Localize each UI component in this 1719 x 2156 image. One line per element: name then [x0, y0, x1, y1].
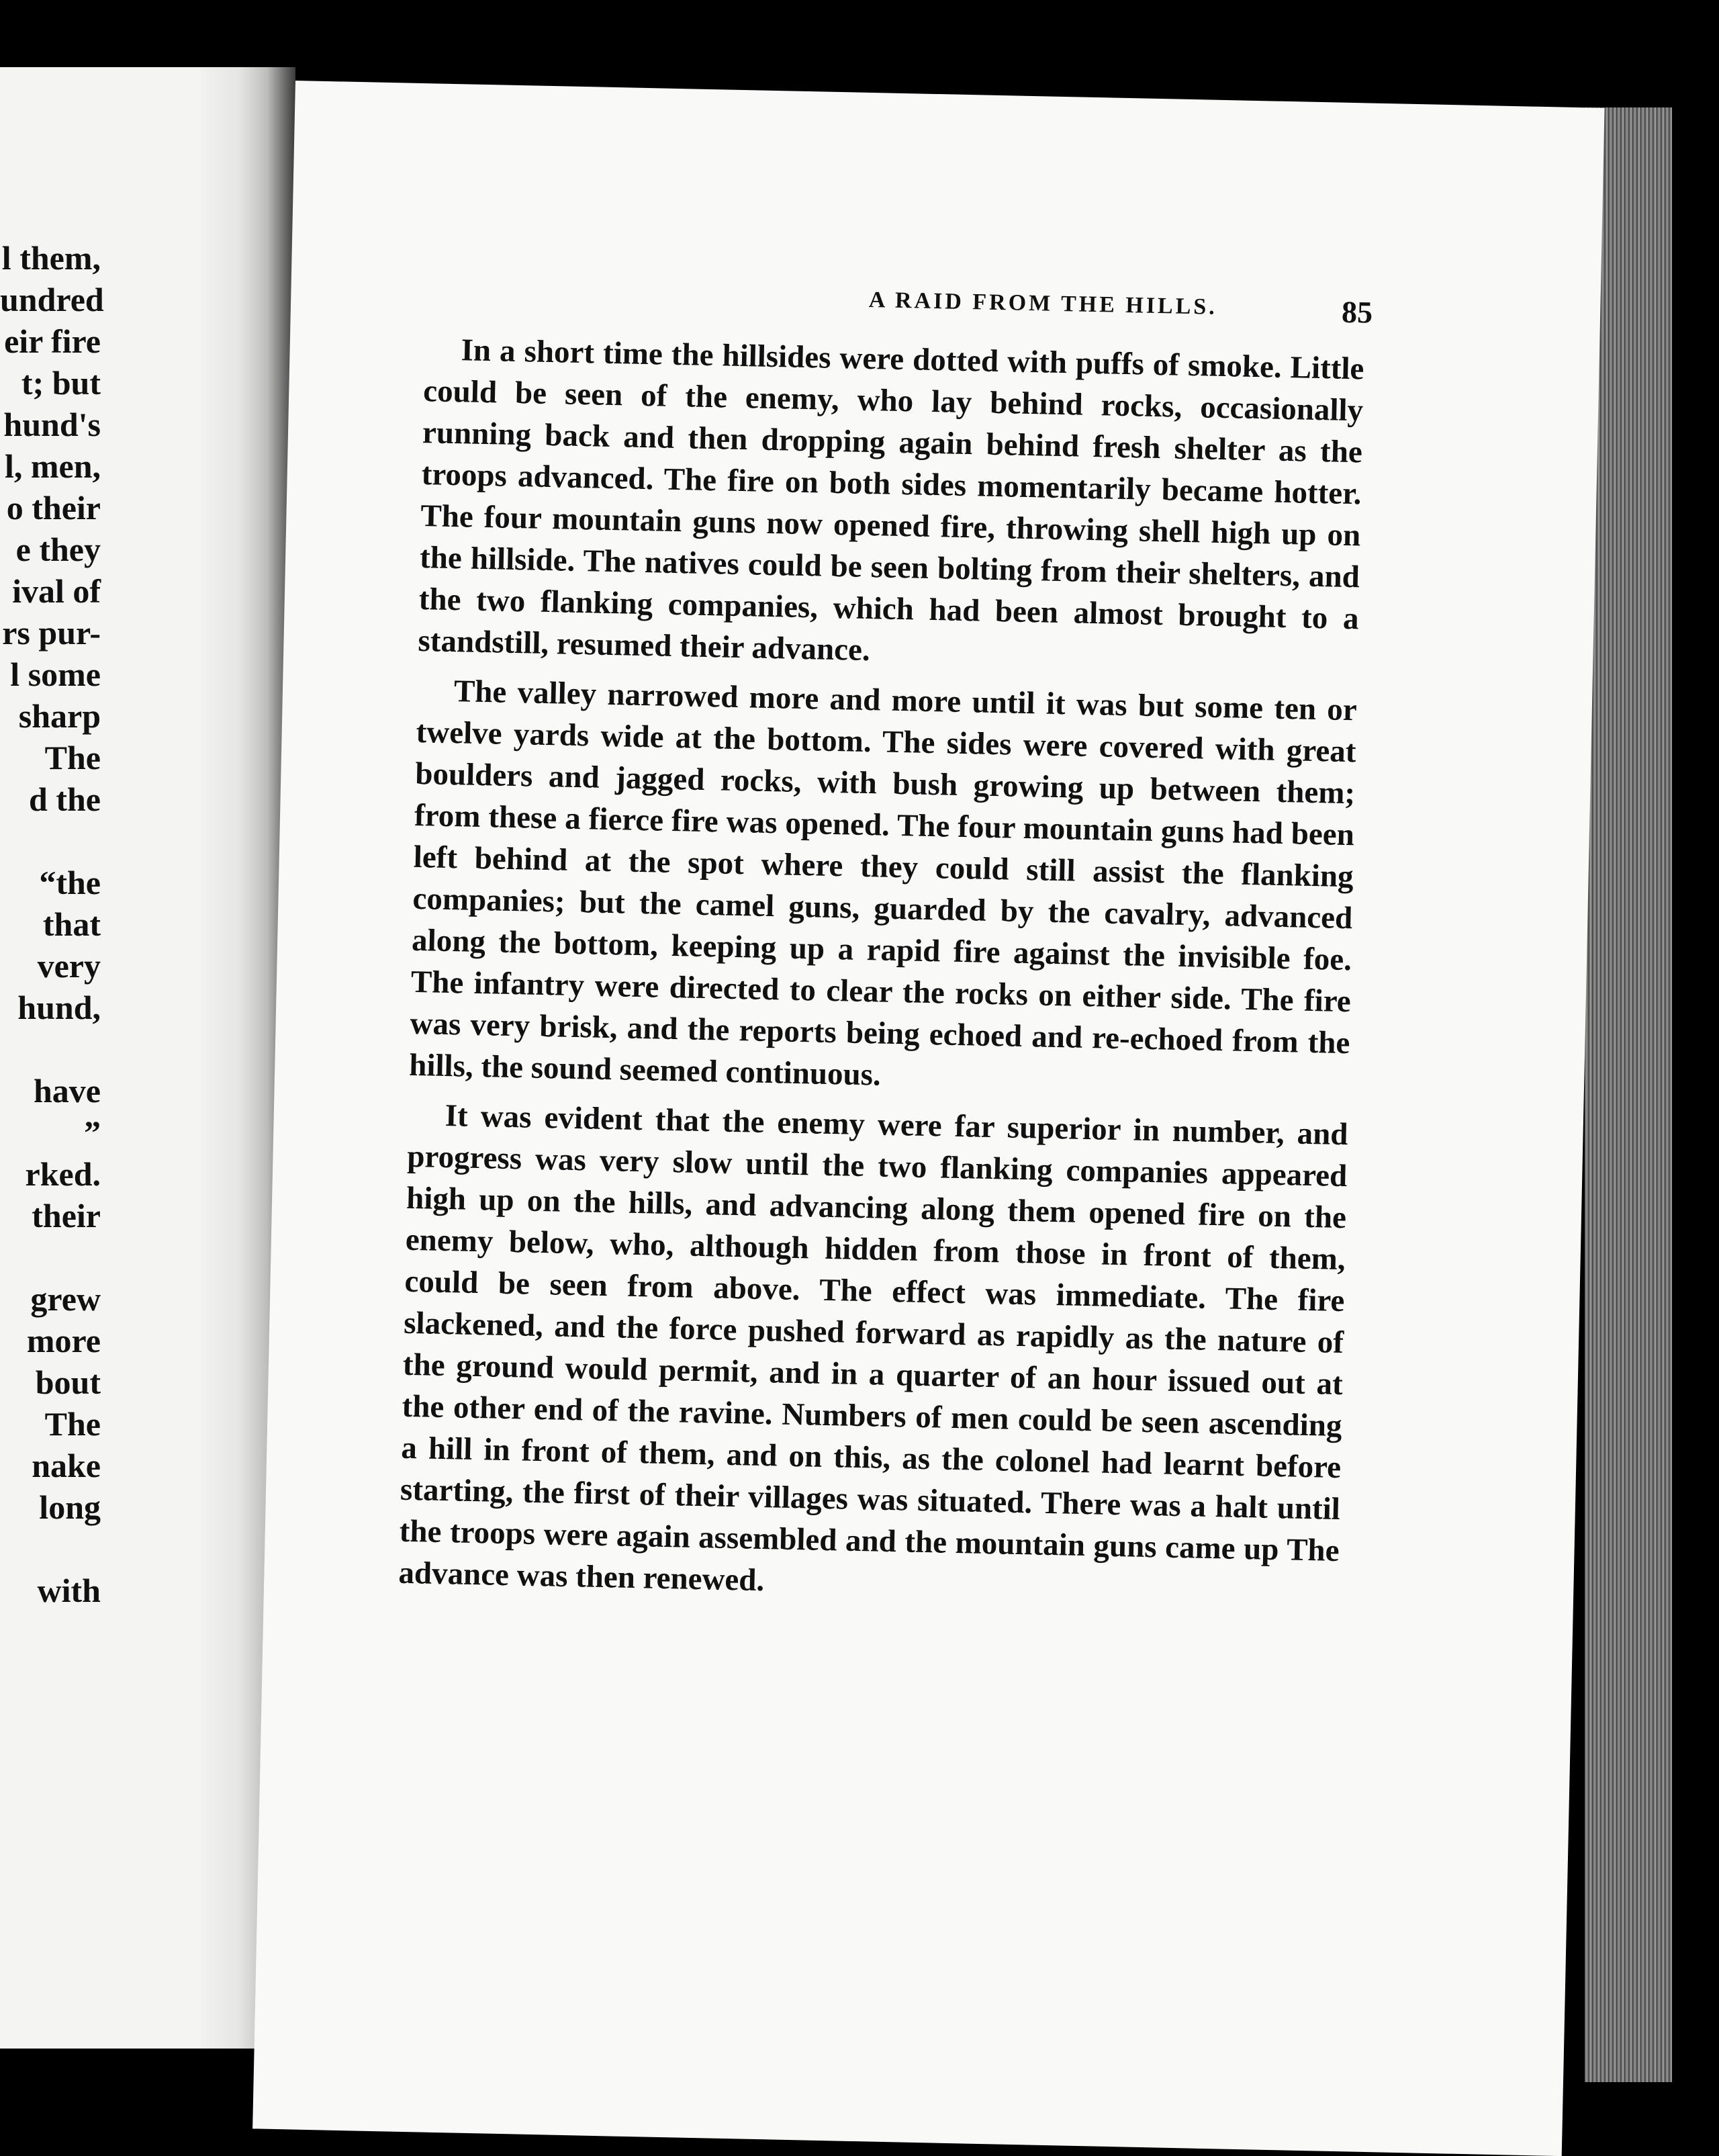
- left-page-line: t; but: [21, 364, 101, 402]
- left-page-line: l some: [10, 656, 101, 693]
- left-page-line: have: [34, 1072, 101, 1110]
- left-page-line: undred: [0, 281, 104, 318]
- left-page-line: rs pur-: [2, 614, 101, 652]
- running-head: A RAID FROM THE HILLS.: [868, 287, 1218, 320]
- left-page-line: o their: [6, 489, 101, 527]
- left-page-line: long: [39, 1488, 101, 1526]
- left-page-line: “the: [39, 864, 101, 901]
- left-page-line: nake: [32, 1447, 101, 1484]
- paragraph-3: It was evident that the enemy were far superior in number, and progress was very slow until the two flanking companies appeared high up on the hills, and advancing along them opened fire on the enemy below, who, although hidden from those in front of them, could be seen from above. The effect was immediate. The fire slackened, and the force pushed forward as rapidly as the nature of the ground would permit, and in a quarter of an hour issued out at the other end of the ravine. Numbers of men could be seen ascending a hill in front of them, and on this, as the colonel had learnt before starting, the first of their villages was situated. There was a halt until the troops were again assembled and the mountain guns came up The advance was then renewed.: [398, 1098, 1349, 1599]
- left-page-line: their: [32, 1197, 101, 1234]
- left-page-line: that: [42, 905, 101, 943]
- left-page-line: hund,: [17, 989, 101, 1026]
- left-page-line: hund's: [3, 406, 101, 443]
- page-number: 85: [1341, 294, 1373, 330]
- left-page: [0, 67, 222, 2049]
- left-page-line: rked.: [25, 1155, 101, 1193]
- left-page-line: grew: [30, 1280, 101, 1318]
- left-page-line: sharp: [18, 697, 101, 735]
- left-page-line: l, men,: [4, 447, 101, 485]
- left-page-line: e they: [15, 531, 101, 568]
- paragraph-1: In a short time the hillsides were dotted with puffs of smoke. Little could be seen of the enemy, who lay behind rocks, occasionally running back and then dropping again behind fresh shelter as the troops advanced. The fire on both sides momentarily became hotter. The four mountain guns now opened fire, throwing shell high up on the hillside. The natives could be seen bolting from their shelters, and the two flanking companies, which had been almost brought to a standstill, resumed their advance.: [418, 332, 1364, 668]
- right-page: [252, 81, 1604, 2156]
- left-page-line: The: [44, 1405, 101, 1443]
- left-page-line: The: [44, 739, 101, 776]
- left-page-line: eir fire: [4, 322, 101, 360]
- left-page-line: more: [26, 1322, 101, 1359]
- body-text: [398, 328, 1364, 1621]
- left-page-line: ival of: [12, 572, 101, 610]
- left-page-line: ”: [84, 1114, 101, 1151]
- paragraph-2: The valley narrowed more and more until it was but some ten or twelve yards wide at the bottom. The sides were covered with great boulders and jagged rocks, with bush growing up between them; from these a fierce fire was opened. The four mountain guns had been left behind at the spot where they could still assist the flanking companies; but the camel guns, guarded by the cavalry, advanced along the bottom, keeping up a rapid fire against the invisible foe. The infantry were directed to clear the rocks on either side. The fire was very brisk, and the reports being echoed and re-echoed from the hills, the sound seemed continuous.: [408, 674, 1358, 1093]
- left-page-line: bout: [35, 1363, 101, 1401]
- left-page-line: with: [37, 1572, 101, 1609]
- left-page-line: l them,: [1, 239, 101, 277]
- left-page-line: d the: [29, 780, 101, 818]
- left-page-line: very: [37, 947, 101, 985]
